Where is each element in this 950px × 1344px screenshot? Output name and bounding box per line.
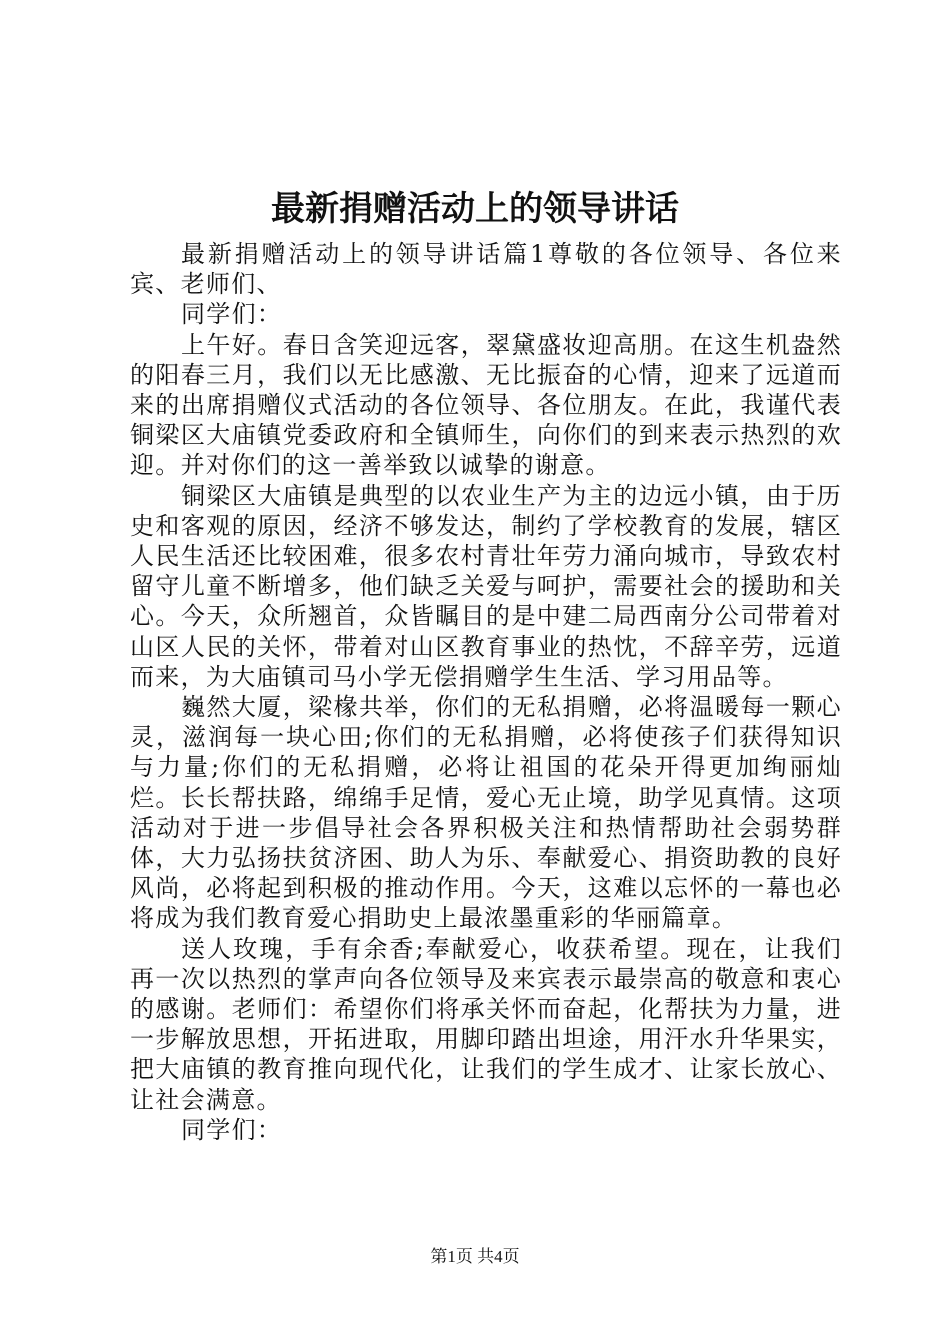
document-body	[130, 239, 842, 1145]
paragraph: 送人玫瑰，手有余香;奉献爱心，收获希望。现在，让我们再一次以热烈的掌声向各位领导及来宾表示最崇高的敬意和衷心的感谢。老师们：希望你们将承关怀而奋起，化帮扶为力量，进一步解放思想，开拓进取，用脚印踏出坦途，用汗水升华果实，把大庙镇的教育推向现代化，让我们的学生成才、让家长放心、让社会满意。	[130, 934, 842, 1114]
page-number-footer: 第1页 共4页	[430, 1247, 520, 1266]
paragraph: 铜梁区大庙镇是典型的以农业生产为主的边远小镇，由于历史和客观的原因，经济不够发达，制约了学校教育的发展，辖区人民生活还比较困难，很多农村青壮年劳力涌向城市，导致农村留守儿童不断增多，他们缺乏关爱与呵护，需要社会的援助和关心。今天，众所翘首，众皆瞩目的是中建二局西南分公司带着对山区人民的关怀，带着对山区教育事业的热忱，不辞辛劳，远道而来，为大庙镇司马小学无偿捐赠学生生活、学习用品等。	[130, 481, 842, 691]
document-title: 最新捐赠活动上的领导讲话	[271, 189, 679, 229]
paragraph: 同学们：	[181, 300, 283, 329]
paragraph: 最新捐赠活动上的领导讲话篇1尊敬的各位领导、各位来宾、老师们、	[130, 240, 842, 299]
paragraph: 上午好。春日含笑迎远客，翠黛盛妆迎高朋。在这生机盎然的阳春三月，我们以无比感激、无比振奋的心情，迎来了远道而来的出席捐赠仪式活动的各位领导、各位朋友。在此，我谨代表铜梁区大庙镇党委政府和全镇师生，向你们的到来表示热烈的欢迎。并对你们的这一善举致以诚挚的谢意。	[130, 330, 842, 480]
paragraph: 巍然大厦，梁椽共举，你们的无私捐赠，必将温暖每一颗心灵，滋润每一块心田;你们的无私捐赠，必将使孩子们获得知识与力量;你们的无私捐赠，必将让祖国的花朵开得更加绚丽灿烂。长长帮扶路，绵绵手足情，爱心无止境，助学见真情。这项活动对于进一步倡导社会各界积极关注和热情帮助社会弱势群体，大力弘扬扶贫济困、助人为乐、奉献爱心、捐资助教的良好风尚，必将起到积极的推动作用。今天，这难以忘怀的一幕也必将成为我们教育爱心捐助史上最浓墨重彩的华丽篇章。	[130, 693, 842, 933]
paragraph: 同学们：	[181, 1115, 283, 1144]
